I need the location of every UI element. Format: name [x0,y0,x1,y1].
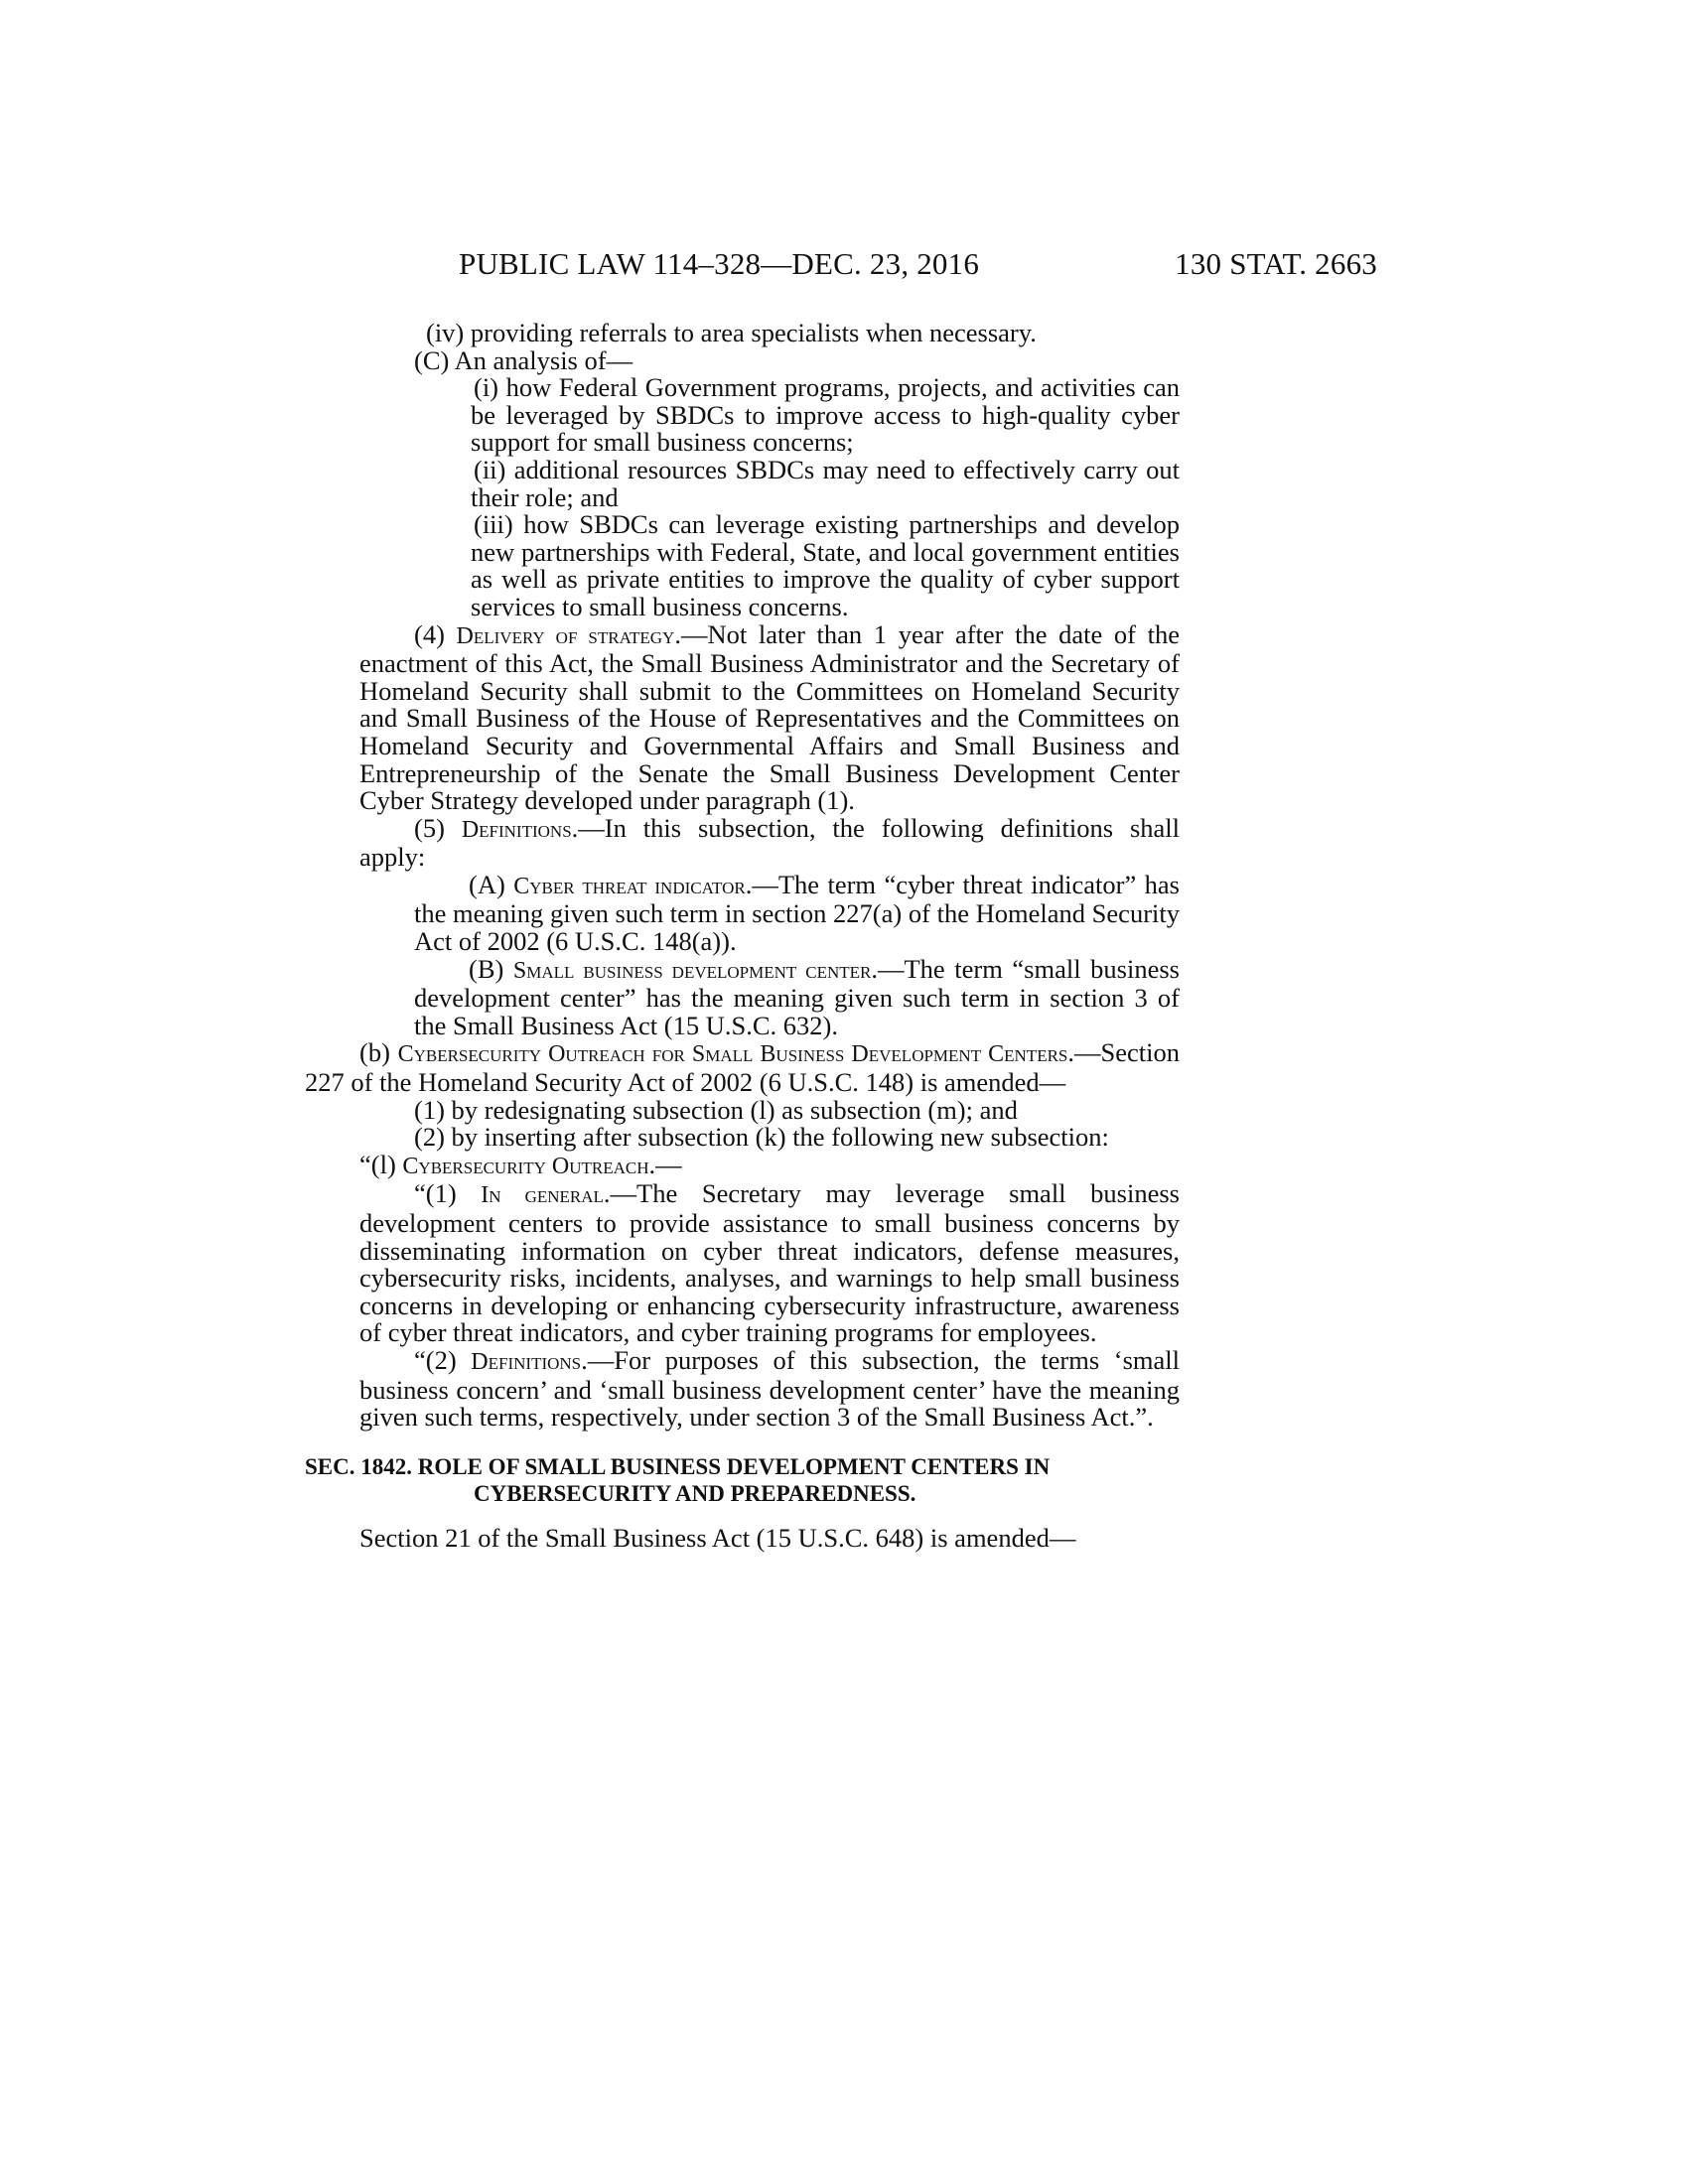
subsection-b: (b) Cybersecurity Outreach for Small Business Development Centers.—Section 227 of the Homeland Security Act of 2002 (6 U.S.C. 148) is amended— [305,1037,1180,1098]
public-law-citation: PUBLIC LAW 114–328—DEC. 23, 2016 [459,246,980,281]
subparagraph-a: (A) Cyber threat indicator.—The term “cyber threat indicator” has the meaning given such term in section 227(a) of the Homeland Security Act of 2002 (6 U.S.C. 148(a)). [414,869,1180,957]
clause-iv: (iv) providing referrals to area specialists when necessary. [426,318,1037,347]
running-header [459,246,1377,286]
subparagraph-c: (C) An analysis of— [414,344,633,375]
subparagraph-b: (B) Small business development center.—The term “small business development center” has the meaning given such term in section 3 of the Small Business Act (15 U.S.C. 632). [414,953,1180,1040]
section-heading-line2: CYBERSECURITY AND PREPAREDNESS. [474,1480,916,1506]
amendment-1: (1) by redesignating subsection (l) as subsection (m); and [414,1094,1018,1125]
new-paragraph-2: “(2) Definitions.—For purposes of this subsection, the terms ‘small business concern’ and ‘small business development center’ have the meaning given such terms, respectively, under section 3 of the Small Business Act.”. [359,1344,1180,1433]
section-heading [305,1453,1180,1507]
statute-page-number: 130 STAT. 2663 [1175,246,1377,281]
amendment-2: (2) by inserting after subsection (k) the following new subsection: [414,1122,1109,1153]
new-paragraph-1: “(1) In general.—The Secretary may leverage small business development centers to provide assistance to small business concerns by disseminating information on cyber threat indicators, defense measures, cybersecurity risks, incidents, analyses, and warnings to help small business concerns in developing or enhancing cybersecurity infrastructure, awareness of cyber threat indicators, and cyber training programs for employees. [359,1178,1180,1348]
paragraph-4: (4) Delivery of strategy.—Not later than 1 year after the date of the enactment of this Act, the Small Business Administrator and the Secretary of Homeland Security shall submit to the Committees on Homeland Security and Small Business of the House of Representatives and the Committees on Homeland Security and Governmental Affairs and Small Business and Entrepreneurship of the Senate the Small Business Development Center Cyber Strategy developed under paragraph (1). [359,618,1180,816]
clause-i: (i) how Federal Government programs, projects, and activities can be leveraged by SBDCs to improve access to high-quality cyber support for small business concerns; [471,372,1180,458]
clause-iii: (iii) how SBDCs can leverage existing partnerships and develop new partnerships with Federal, State, and local government entities as well as private entities to improve the quality of cyber support services to small business concerns. [471,509,1180,621]
paragraph-5: (5) Definitions.—In this subsection, the following definitions shall apply: [359,812,1180,873]
new-subsection-l: “(l) Cybersecurity Outreach.— [359,1149,682,1179]
section-body: Section 21 of the Small Business Act (15 U.S.C. 648) is amended— [359,1522,1076,1553]
section-heading-line1: SEC. 1842. ROLE OF SMALL BUSINESS DEVELOPMENT CENTERS IN [305,1453,1051,1479]
clause-ii: (ii) additional resources SBDCs may need to effectively carry out their role; and [471,454,1180,512]
document-body [305,318,1180,1553]
